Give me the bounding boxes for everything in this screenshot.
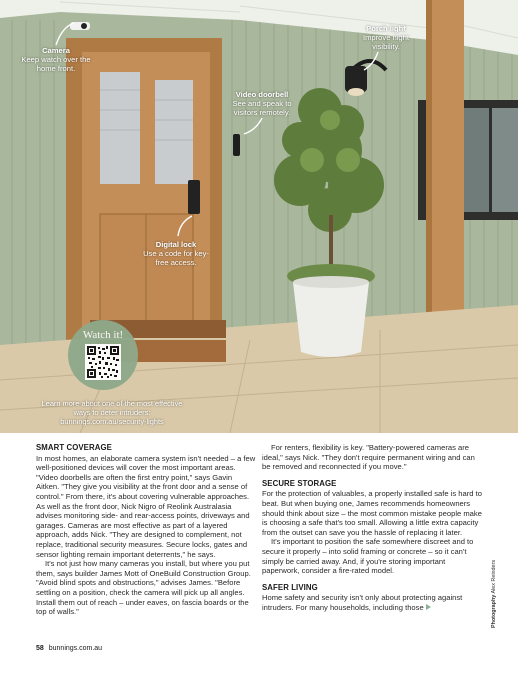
- photo-credit-label: Photography: [491, 594, 497, 628]
- qr-code-graphic: [87, 346, 119, 378]
- watch-it-label: Watch it!: [82, 329, 124, 341]
- paragraph: It's not just how many cameras you install, but where you put them, says builder James Mott of OneBuild Construction Group. "Avoid blind spots and obstructions," advises James. "Before settling on a position, check the camera will pick up all angles. Install them out of reach – under eaves, on fascia boards or the top of walls.": [36, 559, 251, 617]
- paragraph: [262, 593, 484, 612]
- section-heading-secure-storage: SECURE STORAGE: [262, 478, 337, 488]
- photo-credit: [491, 560, 497, 628]
- video-doorbell-callout-title: Video doorbell: [235, 90, 289, 99]
- page-footer: [36, 645, 102, 652]
- article-column-left: [36, 443, 256, 617]
- digital-lock-callout: [140, 240, 212, 267]
- section-heading-safer-living: SAFER LIVING: [262, 582, 318, 592]
- section-heading-smart-coverage: SMART COVERAGE: [36, 443, 112, 452]
- porch-light-callout: [358, 24, 414, 51]
- porch-light-callout-desc: Improve night visibility.: [362, 33, 409, 51]
- digital-lock-callout-title: Digital lock: [155, 240, 197, 249]
- digital-lock-callout-desc: Use a code for key-free access.: [143, 249, 209, 267]
- watch-it-badge: [68, 320, 138, 390]
- qr-code[interactable]: [85, 344, 121, 380]
- continue-arrow-icon: [426, 604, 431, 610]
- camera-callout-title: Camera: [42, 46, 70, 55]
- paragraph: For the protection of valuables, a properly installed safe is hard to beat. But when buying one, James recommends homeowners should think about size – the most common mistake people make is choosing a safe that's too small. Allowing a little extra capacity from the outset can save you the hassle of replacing it later.: [262, 489, 482, 537]
- camera-callout: [18, 46, 94, 73]
- video-doorbell-callout: [226, 90, 298, 117]
- photo-credit-name: Alex Reinders: [491, 559, 497, 594]
- paragraph: For renters, flexibility is key. "Battery-powered cameras are ideal," says Nick. "They don't require permanent wiring and can be removed and reconnected if you move.": [262, 443, 475, 472]
- article-column-right: [262, 443, 484, 613]
- paragraph: In most homes, an elaborate camera system isn't needed – a few well-positioned devices will cover the most important areas. "Video doorbells are often the first entry point," says Gavin Aitken. "They give you visibility at the front door and a sense of control." From there, it's about covering vulnerable approaches. As well as the front door, Nick Nigro of Reolink Australasia advises monitoring side- and rear-access points, driveways and garages. Cameras are most effective as part of a layered approach, adds Nick. "They are designed to complement, not replace, traditional security measures. Secure locks, gates and sensor lighting remain important deterrents," he says.: [36, 453, 256, 559]
- paragraph: It's important to position the safe somewhere discreet and to secure it properly – into solid framing or concrete – so it can't simply be carried away. And, if you're storing important paperwork, consider a fire-rated model.: [262, 537, 474, 576]
- page-number: 58: [36, 645, 44, 652]
- porch-light-callout-title: Porch light: [366, 24, 406, 33]
- camera-callout-desc: Keep watch over the home front.: [21, 55, 91, 73]
- paragraph-text: Home safety and security isn't only about protecting against intruders. For many households, including those: [262, 593, 463, 612]
- footer-site: bunnings.com.au: [48, 645, 103, 652]
- video-doorbell-callout-desc: See and speak to visitors remotely.: [232, 99, 292, 117]
- watch-it-description: Learn more about one of the most effective ways to deter intruders: bunnings.com.au/security-lights: [41, 399, 183, 426]
